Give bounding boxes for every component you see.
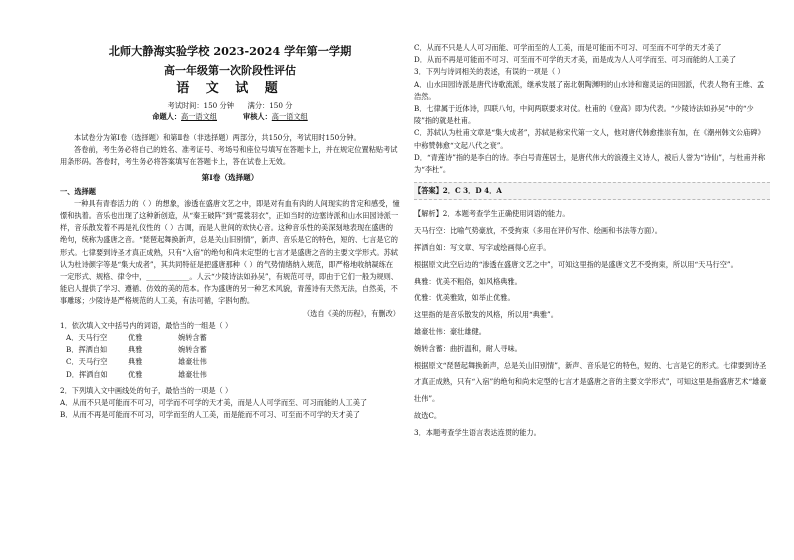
time-label: 考试时间：150 分钟 (167, 101, 234, 110)
q3-option-d: D．“青莲诗”指的是李白的诗。李白号青莲居士，是唐代伟大的浪漫主义诗人，被后人誉为“诗仙”，与杜甫并称为“李杜”。 (414, 152, 766, 175)
explanation-line: 雄豪壮伟：豪壮雄健。 (414, 327, 486, 337)
author-label: 命题人： (152, 112, 182, 121)
q2-option-d: D．从而不再是可能而不可习、可至而不可学的天才美，而是成为人人可学而至、可习而能的人工美了 (414, 55, 737, 65)
explanation-line: 根据原文此空后边的“渗透在盛唐文艺之中”，可知这里指的是盛唐文艺不受拘束，所以用“天马行空”。 (414, 259, 738, 269)
q2-option-b: B．从而不再是可能而不可习，可学而至的人工美，而是能而不可习、可至而不可学的天才美了 (60, 410, 360, 420)
intro-paragraph-2: 答卷前，考生务必将自己的姓名、准考证号、考场号和座位号填写在答题卡上，并在规定位置粘贴考试用条形码。答卷时，考生务必将答案填写在答题卡上，答在试卷上无效。 (60, 145, 398, 167)
q3-option-a: A．山水田园诗派是唐代诗歌流派，继承发展了南北朝陶渊明的山水诗和谢灵运的田园派，代表人物有王维、孟浩然。 (414, 79, 765, 101)
explanation-line: 【解析】2．本题考查学生正确使用词语的能力。 (414, 209, 570, 219)
section-title: 第Ⅰ卷（选择题） (201, 172, 259, 182)
left-column (60, 0, 400, 421)
intro-paragraph-1: 本试卷分为第Ⅰ卷（选择题）和第Ⅱ卷（非选择题）两部分，共150分，考试用时150分钟。 (74, 133, 361, 142)
reading-passage: 一种具有青春活力的（ ）的想象，渗透在盛唐文艺之中，即是对有血有肉的人间现实的肯定和感受，憧憬和执着。音乐也出现了这种新创造，从“秦王破阵”到“霓裳羽衣”，正如当时的边塞诗派和山水田园诗派一样，音乐散发着不再是礼仪性的（ ）古调，而是人世间的欢快心音。这种音乐性的美深刻地表现在盛唐的绝句，统称为盛唐之音。“琵琶起舞换新声，总是关山旧别情”，新声、音乐是它的特色，短的、七言是它的形式。七律要到诗圣才真正成熟，只有“入宿”的绝句和尚未定型的七言才是盛唐之音的主要文学形式。苏轼认为杜诗颜字等是“集大成者”，其共同特征是把盛唐那种（ ）的气势情绪纳入规范，即严格地收纳凝练在一定形式、规格、律令中，____________。人云“少陵诗法如孙吴”，有规范可寻，即由于它们一般为规则、能启人提供了学习、遵循、仿效的美的范本。作为盛唐的另一种艺术风貌，青莲诗有天然无法，自然美，不事雕琢；少陵诗是严格规范的人工美，有法可循，字斟句酌。 (60, 198, 400, 306)
q1-option-a: A．天马行空 优雅 婉转含蓄 (66, 333, 207, 343)
explanation-line: 典雅：优美不粗俗，如风格典雅。 (414, 276, 522, 286)
subject-title: 语 文 试 题 (176, 81, 284, 96)
explanation-line: 天马行空：比喻气势豪放，不受拘束（多用在评价写作、绘画和书法等方面）。 (414, 226, 662, 236)
q3-option-c: C．苏轼认为杜甫文章是“集大成者”，苏轼是称宋代第一文人，他对唐代韩愈推崇有加，在《潮州韩文公庙碑》中称赞韩愈“文起八代之衰”。 (414, 128, 765, 150)
explanation-line: 故选C。 (414, 411, 442, 420)
q2-option-a: A．从而不只是可能而不可习，可学而不可学的天才美，而是人人可学而至、可习而能的人工美了 (60, 398, 368, 408)
reviewer-value: 高一语文组 (271, 112, 308, 121)
answer-box (414, 182, 770, 200)
explanation-line: 3．本题考查学生语言表达连贯的能力。 (414, 427, 541, 437)
explanation-line: 根据原文“琵琶起舞换新声，总是关山旧别情”，新声、音乐是它的特色，短的、七言是它的形式。七律要到诗圣才真正成熟，只有“入宿”的绝句和尚未定型的七言才是盛唐之音的主要文学形式”，可知这里是指盛唐艺术“雄豪壮伟”。 (414, 360, 767, 404)
exam-title: 高一年级第一次阶段性评估 (164, 64, 296, 77)
explanation-line: 婉转含蓄：曲折温和，耐人寻味。 (414, 343, 522, 353)
right-column (414, 0, 770, 442)
q1-option-c: C．天马行空 典雅 雄豪壮伟 (66, 357, 207, 367)
exam-time-line (60, 100, 400, 111)
explanation-line: 这里指的是音乐散发的风格，所以用“典雅”。 (414, 310, 558, 320)
reviewer-label: 审核人： (243, 112, 272, 121)
passage-source: （选自《美的历程》，有删改） (302, 308, 400, 318)
explanation-line: 挥洒自如：写文章、写字或绘画得心应手。 (414, 243, 551, 253)
q1-option-d: D．挥洒自如 优雅 雄豪壮伟 (66, 369, 207, 379)
explanation-block (414, 206, 770, 441)
part-title: 一、选择题 (60, 186, 96, 196)
q2-option-c: C．从而不只是人人可习而能、可学而至的人工美，而是可能而不可习、可至而不可学的天才美了 (414, 43, 722, 52)
question-2: 2．下列填入文中画线处的句子，最恰当的一项是（ ） (60, 385, 233, 395)
score-label: 满分：150 分 (247, 101, 293, 110)
q3-option-b: B．七律属于近体诗，四联八句，中间两联要求对仗。杜甫的《登高》即为代表。“少陵诗法如孙吴”中的“少陵”指的就是杜甫。 (414, 104, 754, 126)
explanation-line: 优雅：优美雅致，如举止优雅。 (414, 293, 515, 303)
school-title: 北师大静海实验学校 2023-2024 学年第一学期 (108, 44, 352, 58)
author-value: 高一语文组 (181, 112, 217, 121)
q1-option-b: B．挥洒自如 典雅 婉转含蓄 (66, 345, 207, 355)
answer-line: 【答案】2．C 3．D 4．A (414, 186, 502, 196)
question-1: 1．依次填入文中括号内的词语，最恰当的一组是（ ） (60, 320, 233, 330)
author-line (60, 111, 400, 122)
question-3: 3．下列与诗词相关的表述，有误的一项是（ ） (414, 67, 565, 77)
